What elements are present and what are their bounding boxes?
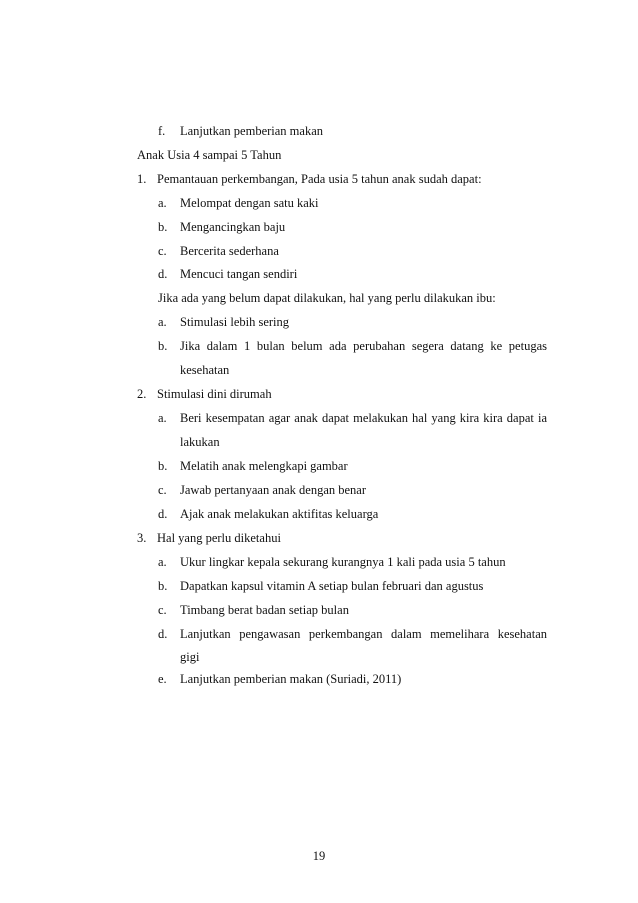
list-marker: f. xyxy=(158,124,166,138)
list-marker: b. xyxy=(158,579,168,593)
list-marker: d. xyxy=(158,267,168,281)
list-item-text: Lanjutkan pemberian makan (Suriadi, 2011) xyxy=(180,672,402,686)
list-marker: a. xyxy=(158,315,167,329)
section-1-number: 1. xyxy=(137,172,147,186)
list-marker: d. xyxy=(158,627,168,641)
list-marker: b. xyxy=(158,459,168,473)
list-item-text: Mencuci tangan sendiri xyxy=(180,267,298,281)
section-2-number: 2. xyxy=(137,387,147,401)
list-marker: e. xyxy=(158,672,167,686)
list-item-text: Ukur lingkar kepala sekurang kurangnya 1 kali pada usia 5 tahun xyxy=(180,555,506,569)
list-item-text: Lanjutkan pemberian makan xyxy=(180,124,323,138)
list-item-text: Jawab pertanyaan anak dengan benar xyxy=(180,483,367,497)
list-item-text: Jika dalam 1 bulan belum ada perubahan segera datang ke petugas xyxy=(180,339,547,353)
list-item-text: Ajak anak melakukan aktifitas keluarga xyxy=(180,507,379,521)
section-3-number: 3. xyxy=(137,531,147,545)
section-heading: Anak Usia 4 sampai 5 Tahun xyxy=(137,148,282,162)
section-2-title: Stimulasi dini dirumah xyxy=(157,387,272,401)
list-item-text: Melompat dengan satu kaki xyxy=(180,196,319,210)
list-marker: a. xyxy=(158,196,167,210)
list-item-text: Mengancingkan baju xyxy=(180,220,286,234)
list-marker: a. xyxy=(158,411,167,425)
list-item-text: Dapatkan kapsul vitamin A setiap bulan februari dan agustus xyxy=(180,579,484,593)
list-item-continuation: kesehatan xyxy=(180,363,230,377)
list-marker: a. xyxy=(158,555,167,569)
list-item-text: Melatih anak melengkapi gambar xyxy=(180,459,348,473)
list-marker: b. xyxy=(158,220,168,234)
list-marker: c. xyxy=(158,244,167,258)
section-3-title: Hal yang perlu diketahui xyxy=(157,531,281,545)
list-item-text: Beri kesempatan agar anak dapat melakukan hal yang kira kira dapat ia xyxy=(180,411,547,425)
list-item-text: Lanjutkan pengawasan perkembangan dalam memelihara kesehatan xyxy=(180,627,547,641)
list-item-text: Timbang berat badan setiap bulan xyxy=(180,603,349,617)
list-marker: b. xyxy=(158,339,168,353)
list-item-continuation: lakukan xyxy=(180,435,220,449)
section-1-title: Pemantauan perkembangan, Pada usia 5 tahun anak sudah dapat: xyxy=(157,172,482,186)
list-marker: d. xyxy=(158,507,168,521)
list-item-text: Stimulasi lebih sering xyxy=(180,315,290,329)
section-1-note: Jika ada yang belum dapat dilakukan, hal yang perlu dilakukan ibu: xyxy=(158,291,496,305)
list-marker: c. xyxy=(158,483,167,497)
page-number: 19 xyxy=(312,849,326,863)
list-marker: c. xyxy=(158,603,167,617)
list-item-text: Bercerita sederhana xyxy=(180,244,279,258)
list-item-continuation: gigi xyxy=(180,650,200,664)
